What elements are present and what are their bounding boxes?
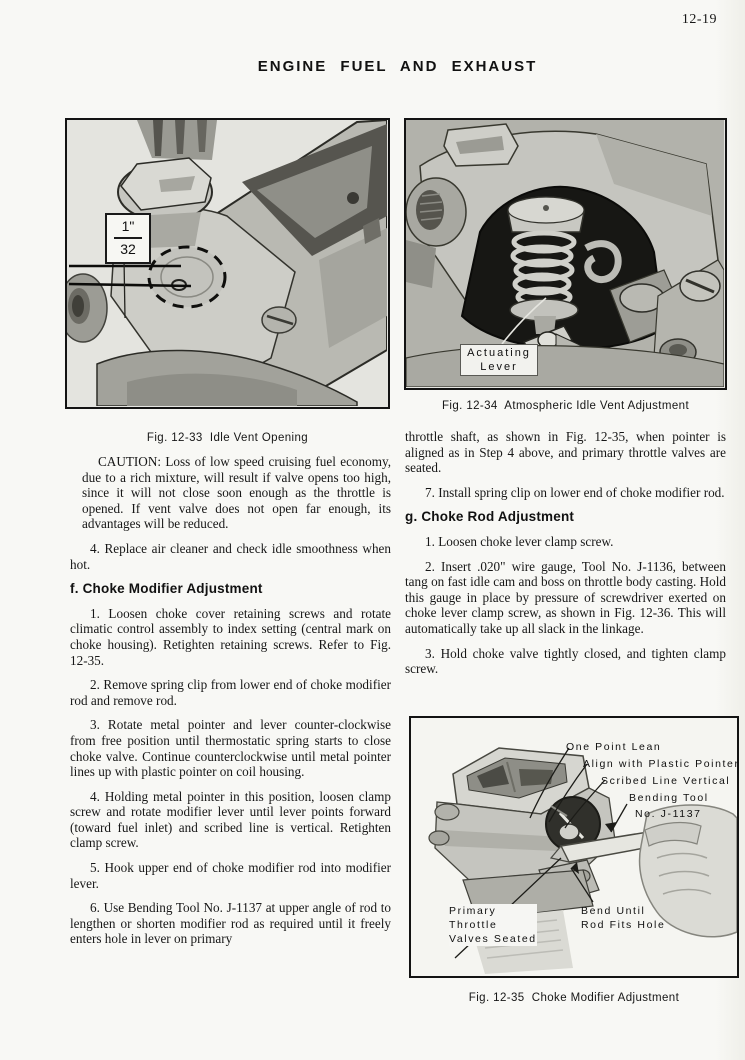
- actuating-lever-label: [460, 344, 538, 376]
- f-step-4: 4. Holding metal pointer in this position, loosen clamp screw and rotate modifier lever until lever points forward (toward fuel inlet) and scribed line is vertical. Retighten clamp screw.: [70, 788, 391, 851]
- plastic-pointer: [559, 824, 579, 840]
- caution-paragraph: CAUTION: Loss of low speed cruising fuel economy, due to a rich mixture, will result if valve opens too high, since it will not close soon enough as the throttle is opened. If vent valve does not open far enough, its advantages will be reduced.: [82, 454, 391, 532]
- bending-tool-label: Bending Tool: [629, 792, 709, 804]
- g-step-3: 3. Hold choke valve tightly closed, and tighten clamp screw.: [405, 645, 726, 677]
- continuation-paragraph: throttle shaft, as shown in Fig. 12-35, when pointer is aligned as in Step 4 above, and primary throttle valves are seated.: [405, 429, 726, 476]
- page-title: ENGINE FUEL AND EXHAUST: [257, 58, 538, 75]
- fraction-numerator: 1": [114, 216, 142, 239]
- f-step-2: 2. Remove spring clip from lower end of choke modifier rod and remove rod.: [70, 677, 391, 708]
- scribed-line-vertical-label: Scribed Line Vertical: [601, 775, 731, 787]
- page-number: 12-19: [681, 12, 717, 27]
- primary-throttle-valves-seated-label: [449, 904, 537, 946]
- g-step-2: 2. Insert .020" wire gauge, Tool No. J-1136, between tang on fast idle cam and boss on throttle body casting. Hold this gauge in place by pressure of screwdriver exerted on choke lever clamp screw, as shown in Fig. 12-36. This will automatically take up all slack in the linkage.: [405, 558, 726, 636]
- section-f-heading: f. Choke Modifier Adjustment: [70, 581, 263, 597]
- f-step-5: 5. Hook upper end of choke modifier rod into modifier lever.: [70, 860, 391, 891]
- fig35-caption: Fig. 12-35 Choke Modifier Adjustment: [468, 992, 680, 1004]
- f-step-6: 6. Use Bending Tool No. J-1137 at upper angle of rod to lengthen or shorten modifier rod as required until it freely enters hole in lever on primary: [70, 900, 391, 947]
- figure-choke-modifier-adjustment: [409, 716, 739, 978]
- fig34-caption: Fig. 12-34 Atmospheric Idle Vent Adjustment: [441, 400, 690, 412]
- f-step-1: 1. Loosen choke cover retaining screws and rotate climatic control assembly to index setting (central mark on choke housing). Retighten retaining screws. Refer to Fig. 12-35.: [70, 605, 391, 668]
- right-text-column: [405, 429, 726, 677]
- primary-line1: Primary: [449, 905, 497, 917]
- dimension-callout-1-32: [105, 213, 151, 264]
- fig33-caption: Fig. 12-33 Idle Vent Opening: [146, 432, 309, 444]
- one-point-lean-label: One Point Lean: [566, 741, 662, 753]
- figure-atmospheric-idle-vent: [404, 118, 727, 390]
- actuating-lever-label-line2: Lever: [480, 361, 518, 373]
- idle-vent-adjustment-illustration: [406, 120, 724, 387]
- step-7-paragraph: 7. Install spring clip on lower end of choke modifier rod.: [425, 484, 725, 500]
- g-step-1: 1. Loosen choke lever clamp screw.: [425, 533, 614, 549]
- step-4-paragraph: 4. Replace air cleaner and check idle smoothness when hot.: [70, 540, 391, 572]
- bend-until-line2: Rod Fits Hole: [581, 919, 666, 931]
- left-text-column: [70, 454, 391, 947]
- bend-until-line1: Bend Until: [581, 905, 646, 917]
- fraction-denominator: 32: [120, 241, 136, 257]
- primary-line2: Throttle: [449, 919, 498, 931]
- actuating-lever-label-line1: Actuating: [467, 347, 531, 359]
- figure-idle-vent-opening: [65, 118, 390, 409]
- section-g-heading: g. Choke Rod Adjustment: [405, 509, 575, 525]
- bending-tool-number-label: No. J-1137: [635, 808, 702, 820]
- primary-line3: Valves Seated: [449, 933, 537, 945]
- align-with-plastic-pointer-label: Align with Plastic Pointer: [583, 758, 740, 770]
- f-step-3: 3. Rotate metal pointer and lever counter-clockwise from free position until thermostatic spring starts to close choke valve. Continue counterclockwise until metal pointer lines up with plastic pointer on coil housing.: [70, 717, 391, 780]
- bend-until-rod-fits-hole-label: [581, 904, 665, 932]
